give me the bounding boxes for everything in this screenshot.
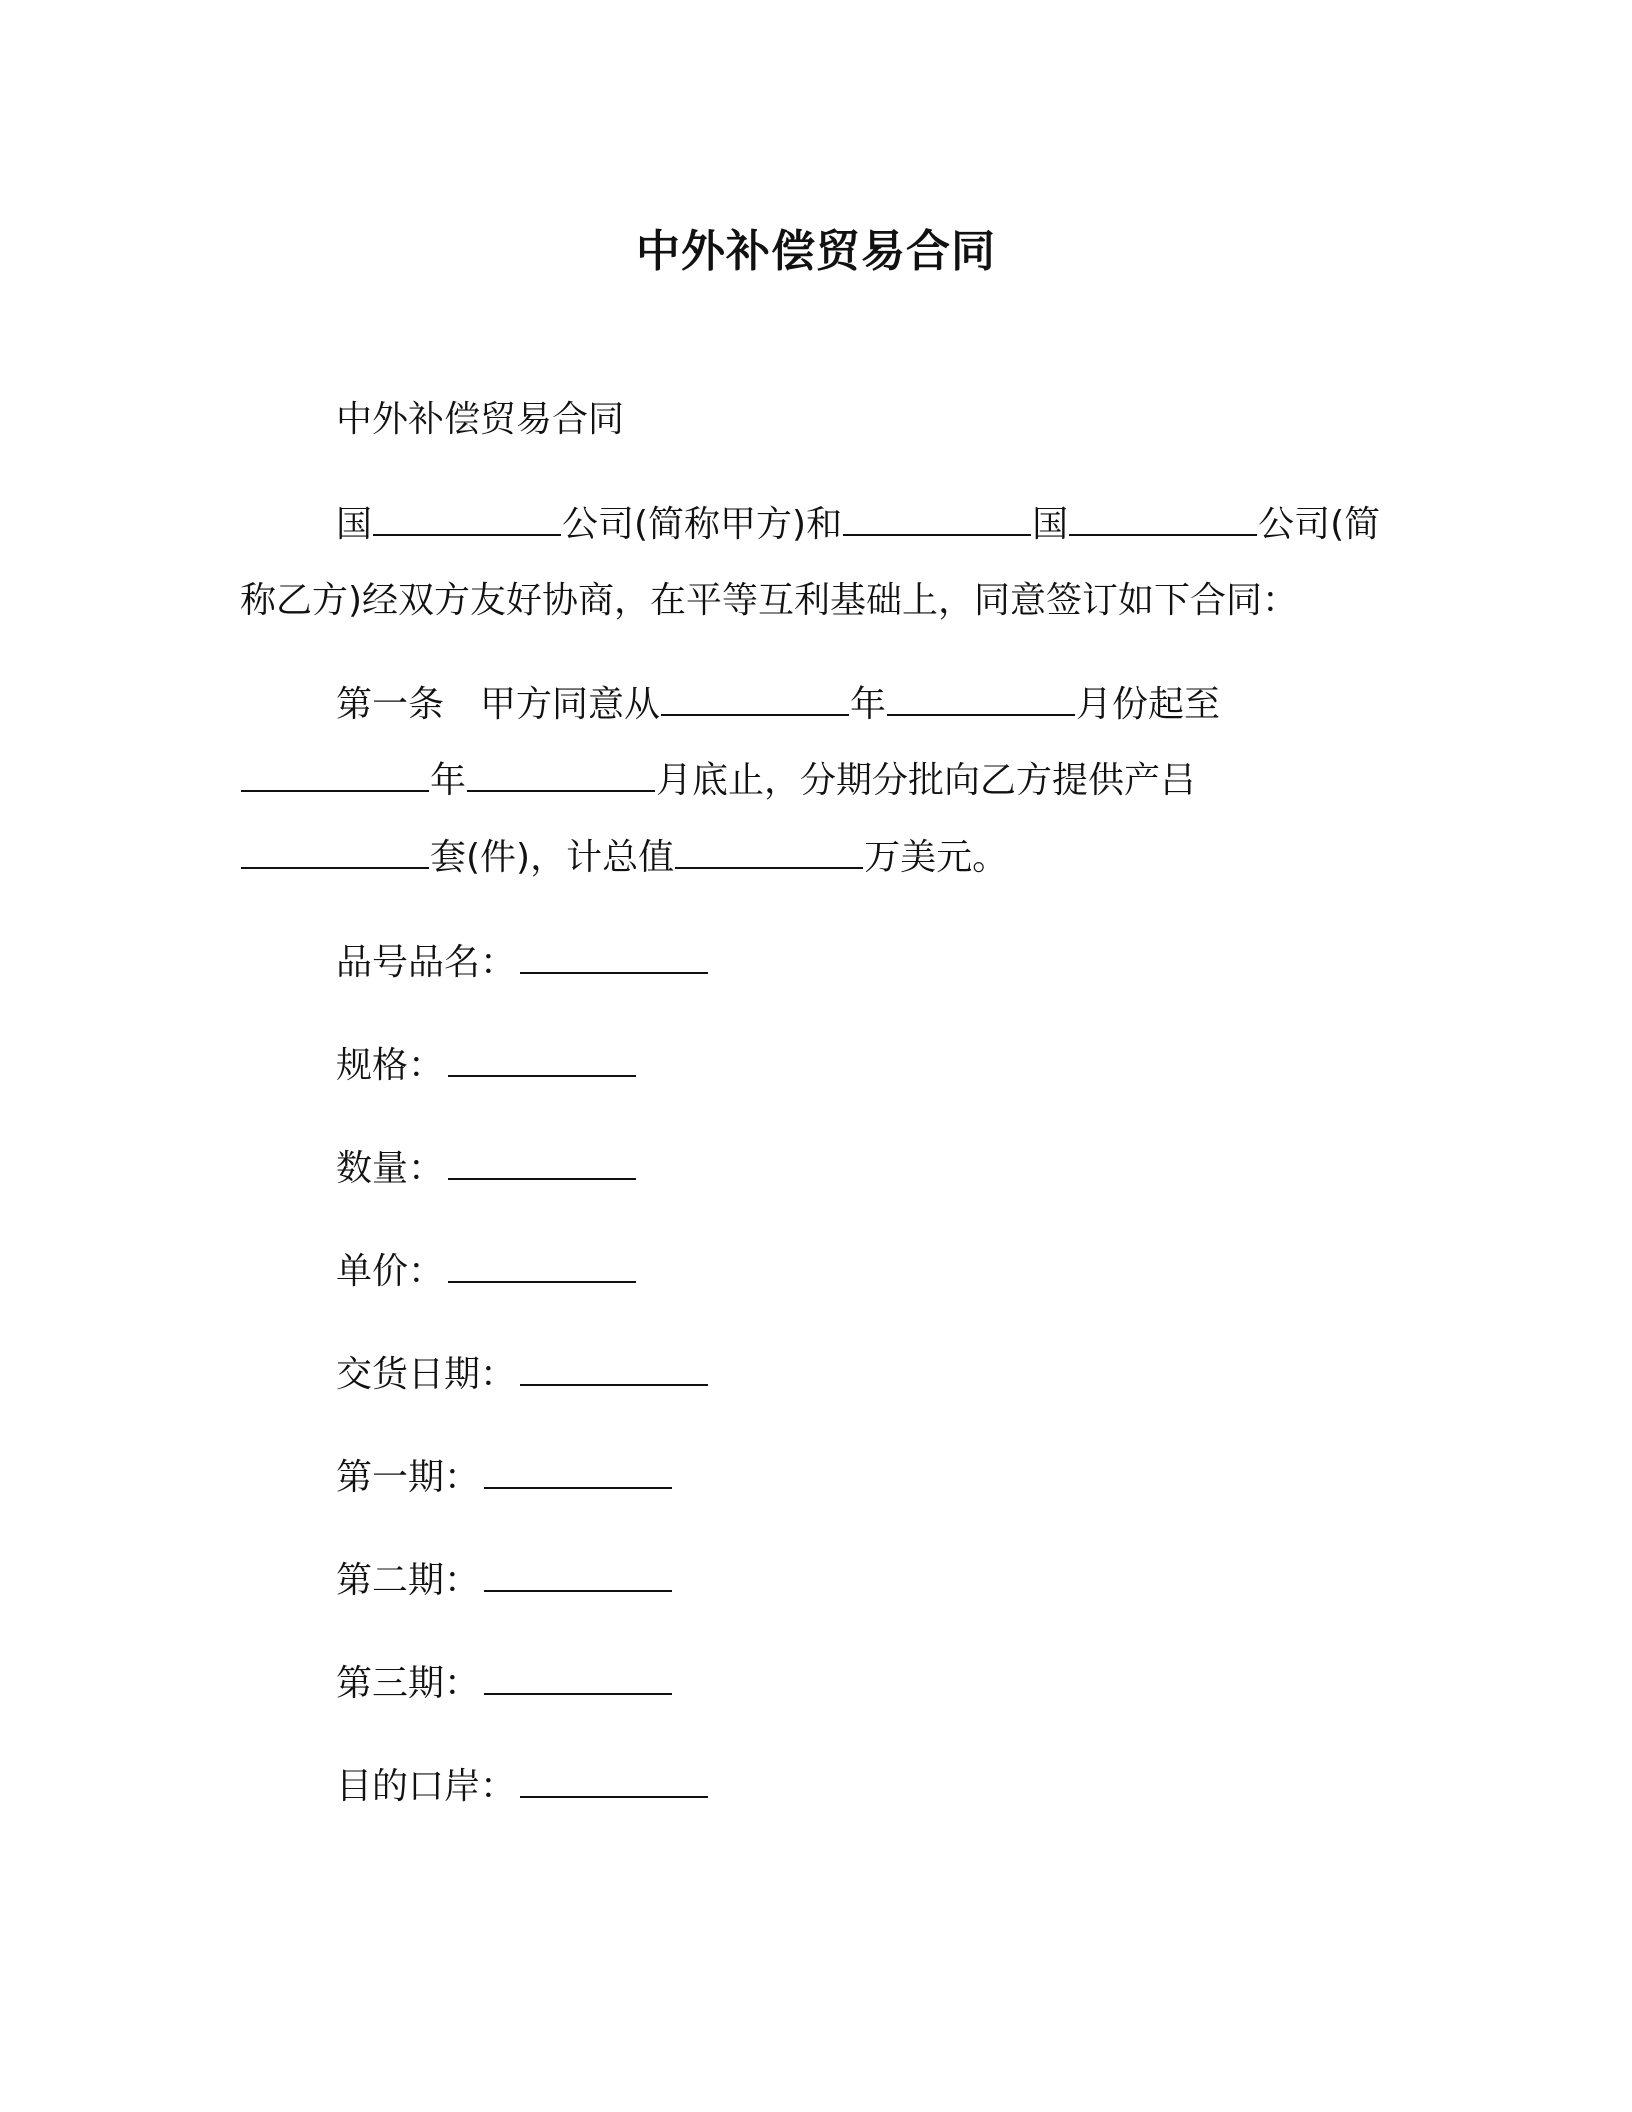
- blank-field[interactable]: [241, 760, 429, 792]
- article1-text-1: 第一条 甲方同意从: [336, 684, 661, 725]
- blank-field[interactable]: [373, 504, 561, 536]
- intro-line-2: 称乙方)经双方友好协商，在平等互利基础上，同意签订如下合同：: [240, 580, 1299, 621]
- article1-text-2: 年: [850, 684, 887, 725]
- field-row: [336, 1352, 708, 1398]
- article1-text-5: 月底止，分期分批向乙方提供产吕: [656, 760, 1197, 801]
- field-label: 目的口岸：: [336, 1766, 517, 1807]
- blank-field[interactable]: [448, 1251, 636, 1283]
- document-subtitle: 中外补偿贸易合同: [336, 399, 625, 440]
- field-row: [336, 1661, 672, 1707]
- field-label: 规格：: [336, 1045, 445, 1086]
- blank-field[interactable]: [520, 1766, 708, 1798]
- article1-text-4: 年: [430, 760, 467, 801]
- blank-field[interactable]: [448, 1148, 636, 1180]
- blank-field[interactable]: [843, 504, 1031, 536]
- intro-line-1: [336, 502, 1380, 548]
- field-label: 第三期：: [336, 1663, 481, 1704]
- field-label: 数量：: [336, 1148, 445, 1189]
- article1-line-2: [240, 758, 1196, 804]
- field-row: [336, 1764, 708, 1810]
- blank-field[interactable]: [484, 1457, 672, 1489]
- article1-text-6: 套(件)，计总值: [430, 837, 675, 878]
- document-title: 中外补偿贸易合同: [636, 226, 996, 277]
- field-label: 第一期：: [336, 1457, 481, 1498]
- blank-field[interactable]: [675, 837, 863, 869]
- blank-field[interactable]: [1069, 504, 1257, 536]
- blank-field[interactable]: [887, 684, 1075, 716]
- blank-field[interactable]: [241, 837, 429, 869]
- field-label: 交货日期：: [336, 1354, 517, 1395]
- article1-text-7: 万美元。: [864, 837, 1009, 878]
- intro-text-1: 国: [336, 504, 373, 545]
- blank-field[interactable]: [520, 942, 708, 974]
- field-row: [336, 940, 708, 986]
- intro-text-4: 公司(简: [1258, 504, 1381, 545]
- blank-field[interactable]: [520, 1354, 708, 1386]
- field-row: [336, 1146, 636, 1192]
- intro-text-3: 国: [1032, 504, 1069, 545]
- article1-line-3: [240, 835, 1008, 881]
- field-label: 品号品名：: [336, 942, 517, 983]
- blank-field[interactable]: [661, 684, 849, 716]
- blank-field[interactable]: [467, 760, 655, 792]
- field-row: [336, 1455, 672, 1501]
- blank-field[interactable]: [484, 1560, 672, 1592]
- article1-line-1: [336, 682, 1220, 728]
- field-row: [336, 1558, 672, 1604]
- intro-text-2: 公司(简称甲方)和: [562, 504, 843, 545]
- blank-field[interactable]: [448, 1045, 636, 1077]
- blank-field[interactable]: [484, 1663, 672, 1695]
- field-label: 单价：: [336, 1251, 445, 1292]
- field-row: [336, 1249, 636, 1295]
- field-label: 第二期：: [336, 1560, 481, 1601]
- article1-text-3: 月份起至: [1076, 684, 1221, 725]
- field-row: [336, 1043, 636, 1089]
